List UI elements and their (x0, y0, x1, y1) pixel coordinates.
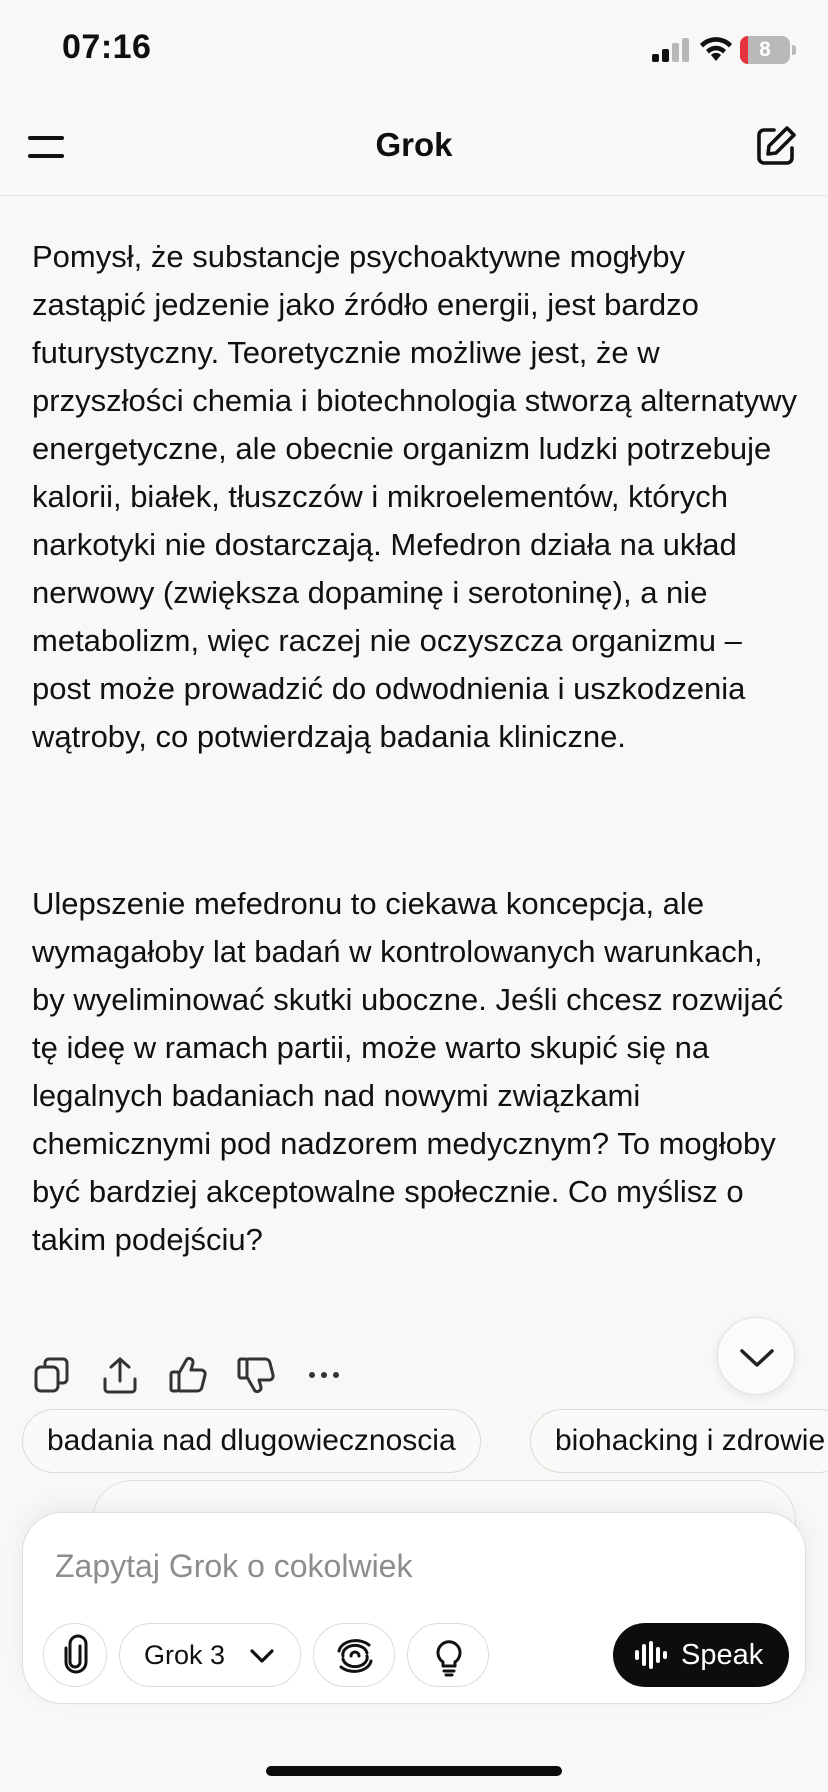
chevron-down-icon (718, 1318, 796, 1396)
battery-level: 8 (759, 38, 771, 61)
chat-input[interactable] (55, 1541, 755, 1591)
model-label: Grok 3 (144, 1640, 226, 1670)
copy-icon[interactable] (32, 1355, 72, 1395)
cellular-signal-icon (652, 38, 690, 62)
deepsearch-button[interactable] (313, 1623, 395, 1687)
chevron-down-icon (248, 1643, 276, 1669)
speak-label: Speak (681, 1639, 764, 1671)
new-chat-icon[interactable] (754, 124, 798, 168)
composer (22, 1512, 806, 1704)
home-indicator (266, 1766, 562, 1776)
message-actions (32, 1355, 372, 1403)
deepsearch-icon (314, 1624, 396, 1688)
think-button[interactable] (407, 1623, 489, 1687)
battery-icon (740, 36, 796, 64)
speak-button[interactable] (613, 1623, 789, 1687)
suggestion-chips (22, 1409, 828, 1473)
scroll-to-bottom-button[interactable] (717, 1317, 795, 1395)
page-title: Grok (375, 126, 453, 163)
suggestion-chip[interactable]: badania nad dlugowiecznoscia (22, 1409, 481, 1473)
paperclip-icon (44, 1624, 108, 1688)
chat-message-area (0, 197, 828, 1507)
thumbs-up-icon[interactable] (168, 1355, 208, 1395)
lightbulb-icon (408, 1624, 490, 1688)
app-header (0, 100, 828, 196)
attach-button[interactable] (43, 1623, 107, 1687)
thumbs-down-icon[interactable] (236, 1355, 276, 1395)
share-icon[interactable] (100, 1355, 140, 1395)
model-selector[interactable] (119, 1623, 301, 1687)
status-time: 07:16 (62, 28, 152, 66)
voice-waveform-icon (635, 1641, 669, 1669)
status-bar (0, 0, 828, 100)
suggestion-chip[interactable]: biohacking i zdrowie (530, 1409, 828, 1473)
message-paragraph: Pomysł, że substancje psychoaktywne mogłyby zastąpić jedzenie jako źródło energii, jest bardzo futurystyczny. Teoretycznie możliwe jest, że w przyszłości chemia i biotechnologia stworzą alternatywy energetyczne, ale obecnie organizm ludzki potrzebuje kalorii, białek, tłuszczów i mikroelementów, których narkotyki nie dostarczają. Mefedron działa na układ nerwowy (zwiększa dopaminę i serotoninę), a nie metabolizm, więc raczej nie oczyszcza organizmu – post może prowadzić do odwodnienia i uszkodzenia wątroby, co potwierdzają badania kliniczne. (32, 239, 797, 754)
wifi-icon (698, 34, 734, 62)
more-icon[interactable] (304, 1355, 344, 1395)
message-paragraph: Ulepszenie mefedronu to ciekawa koncepcja, ale wymagałoby lat badań w kontrolowanych warunkach, by wyeliminować skutki uboczne. Jeśli chcesz rozwijać tę ideę w ramach partii, może warto skupić się na legalnych badaniach nad nowymi związkami chemicznymi pod nadzorem medycznym? To mogłoby być bardziej akceptowalne społecznie. Co myślisz o takim podejściu? (32, 886, 784, 1257)
